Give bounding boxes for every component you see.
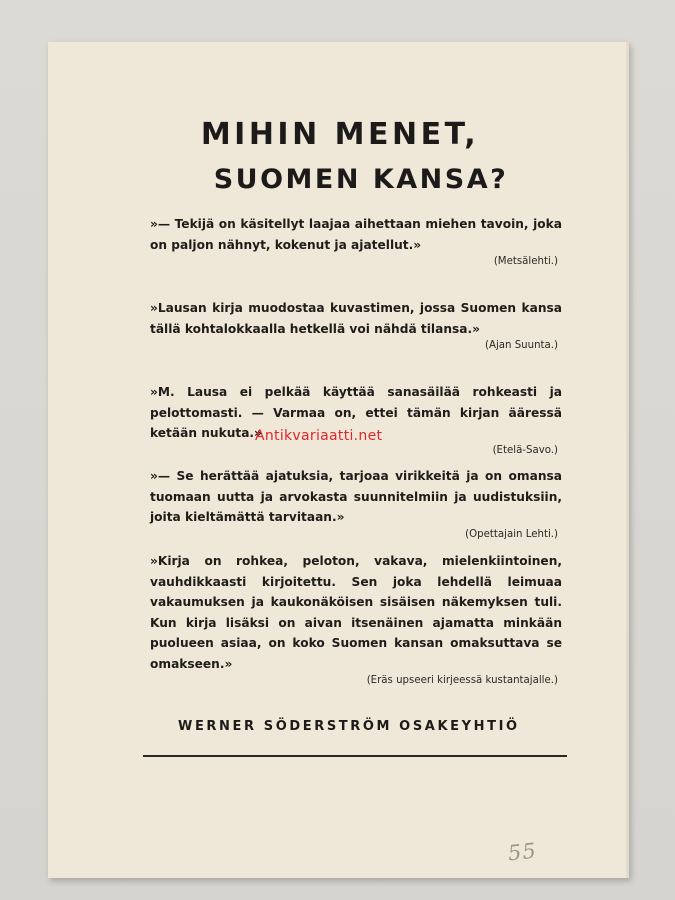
publisher-name: WERNER SÖDERSTRÖM OSAKEYHTIÖ (178, 719, 520, 734)
title-line-1: MIHIN MENET, (200, 117, 480, 152)
divider-rule (143, 755, 567, 757)
quote-text: »— Tekijä on käsitellyt laajaa aihettaan miehen tavoin, joka on paljon nähnyt, kokenut ja ajatellut.» (150, 217, 562, 252)
quote-source: (Eräs upseeri kirjeessä kustantajalle.) (366, 675, 558, 686)
quote-block (150, 298, 562, 351)
quote-source: (Metsälehti.) (493, 256, 558, 267)
quote-text: »Lausan kirja muodostaa kuvastimen, jossa Suomen kansa tällä kohtalokkaalla hetkellä voi nähdä tilansa.» (150, 301, 562, 336)
quote-source: (Opettajain Lehti.) (465, 528, 558, 540)
pencil-price-mark: 55 (506, 838, 538, 866)
title-line-2: SUOMEN KANSA? (213, 164, 509, 195)
quote-source: (Ajan Suunta.) (485, 340, 558, 351)
quote-text: »M. Lausa ei pelkää käyttää sanasäilää rohkeasti ja pelottomasti. — Varmaa on, ettei tämän kirjan ääressä ketään nukuta.» (150, 385, 562, 440)
book-back-cover (48, 42, 629, 878)
quote-text: »— Se herättää ajatuksia, tarjoaa virikkeitä ja on omansa tuomaan uutta ja arvokasta suunnitelmiin ja uudistuksiin, joita kieltämättä tarvitaan.» (150, 469, 562, 524)
quote-block (150, 551, 562, 686)
quote-source: (Etelä-Savo.) (492, 444, 558, 456)
quote-block (150, 214, 562, 267)
watermark: Antikvariaatti.net (255, 428, 383, 444)
quote-block (150, 466, 562, 540)
quote-block (150, 382, 562, 456)
quote-text: »Kirja on rohkea, peloton, vakava, mielenkiintoinen, vauhdikkaasti kirjoitettu. Sen joka lehdellä leimuaa vakaumuksen ja kaukonäköisen sisäisen näkemyksen tuli. Kun kirja lisäksi on aivan itsenäinen ajamatta minkään puolueen asiaa, on koko Suomen kansan omaksuttava se omakseen.» (150, 554, 562, 671)
